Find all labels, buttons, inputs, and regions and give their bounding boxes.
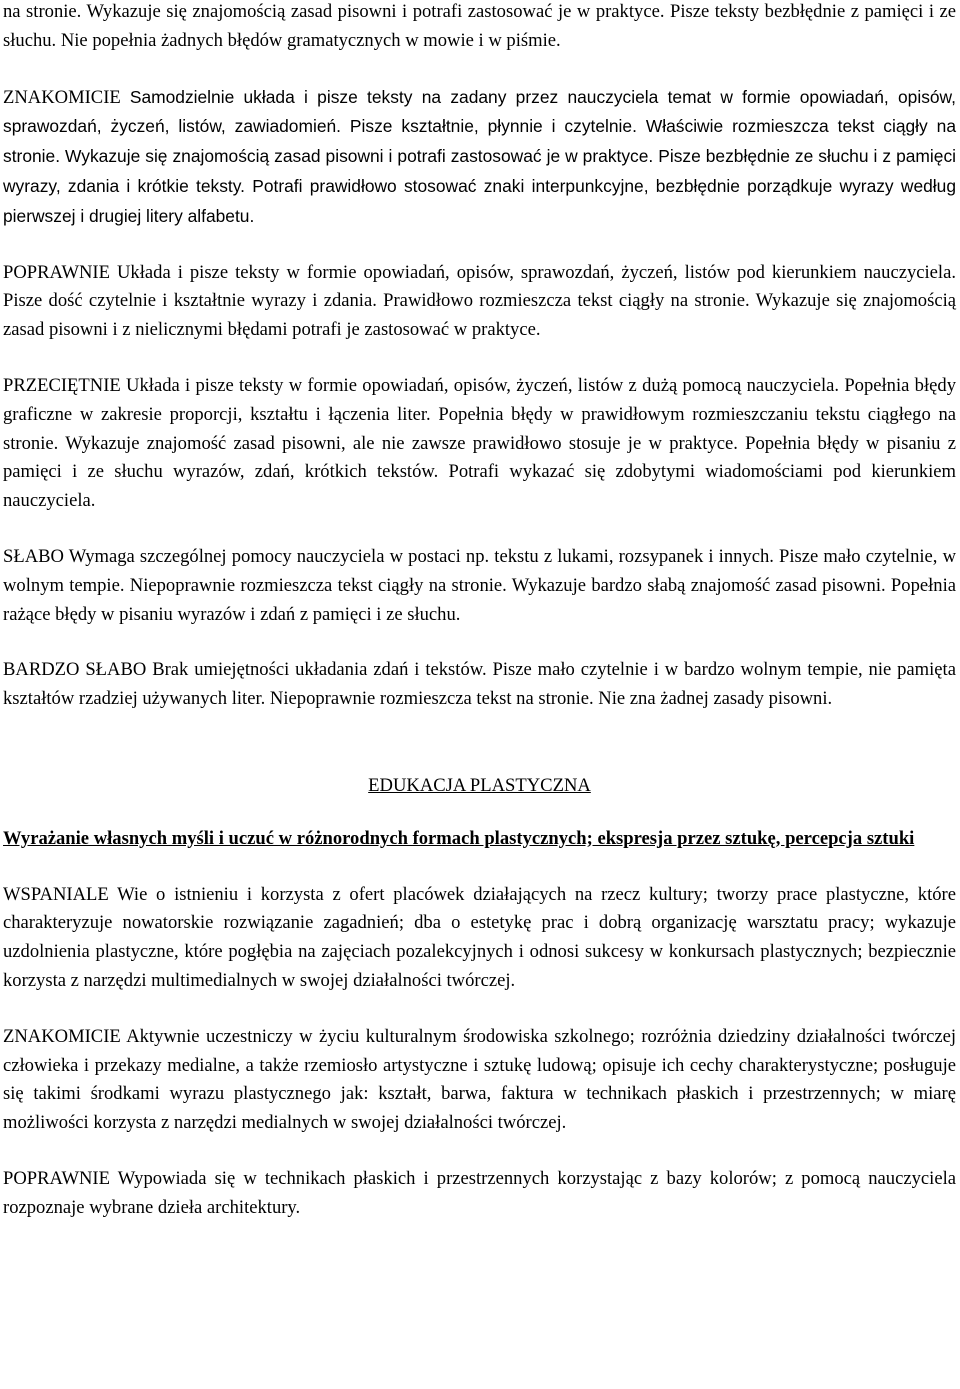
grade-description: Aktywnie uczestniczy w życiu kulturalnym środowiska szkolnego; rozróżnia dziedziny działalności twórczej człowieka i przekazy medialne, a także rzemiosło artystyczne i sztukę ludową; opisuje ich cechy charakterystyczne; posługuje się takimi środkami wyrazu plastycznego jak: kształt, barwa, faktura w technikach płaskich i przestrzennych; w miarę możliwości korzysta z narzędzi medialnych w swojej działalności twórczej. — [3, 1025, 956, 1134]
grade-label: BARDZO SŁABO — [3, 659, 147, 681]
grade-label: SŁABO — [3, 545, 64, 567]
grade-label: ZNAKOMICIE — [3, 1025, 121, 1047]
grade-paragraph-art-znakomicie — [3, 1023, 956, 1138]
grade-paragraph-polish-przecietnie — [3, 372, 956, 516]
grade-label: POPRAWNIE — [3, 261, 110, 283]
grade-description: Wypowiada się w technikach płaskich i przestrzennych korzystając z bazy kolorów; z pomocą nauczyciela rozpoznaje wybrane dzieła architektury. — [3, 1167, 956, 1218]
intro-paragraph: na stronie. Wykazuje się znajomością zasad pisowni i potrafi zastosować je w praktyce. Pisze teksty bezbłędnie z pamięci i ze słuchu. Nie popełnia żadnych błędów gramatycznych w mowie i w piśmie. — [3, 1, 956, 51]
grade-paragraph-art-poprawnie — [3, 1165, 956, 1223]
grade-description: Samodzielnie układa i pisze teksty na zadany przez nauczyciela temat w formie opowiadań, opisów, sprawozdań, życzeń, listów, zawiadomień. Pisze kształtnie, płynnie i czytelnie. Właściwie rozmieszcza tekst ciągły na stronie. Wykazuje się znajomością zasad pisowni i potrafi zastosować je w praktyce. Pisze bezbłędnie ze słuchu i z pamięci wyrazy, zdania i krótkie teksty. Potrafi prawidłowo stosować znaki interpunkcyjne, bezbłędnie porządkuje wyrazy według pierwszej i drugiej litery alfabetu. — [3, 86, 956, 226]
grade-label: ZNAKOMICIE — [3, 86, 121, 108]
grade-description: Układa i pisze teksty w formie opowiadań, opisów, sprawozdań, życzeń, listów pod kierunkiem nauczyciela. Pisze dość czytelnie i kształtnie wyrazy i zdania. Prawidłowo rozmieszcza tekst ciągły na stronie. Wykazuje się znajomością zasad pisowni i z nielicznymi błędami potrafi je zastosować w praktyce. — [3, 261, 956, 341]
subsection-title: Wyrażanie własnych myśli i uczuć w różnorodnych formach plastycznych; ekspresja przez sztukę, percepcja sztuki — [3, 827, 915, 849]
grade-description: Układa i pisze teksty w formie opowiadań, opisów, życzeń, listów z dużą pomocą nauczyciela. Popełnia błędy graficzne w zakresie proporcji, kształtu i łączenia liter. Popełnia błędy w prawidłowym rozmieszczaniu tekstu ciągłego na stronie. Wykazuje znajomość zasad pisowni, ale nie zawsze prawidłowo stosuje je w praktyce. Popełnia błędy w pisaniu z pamięci i ze słuchu wyrazów, zdań, krótkich tekstów. Potrafi wykazać się zdobytymi wiadomościami pod kierunkiem nauczyciela. — [3, 374, 956, 512]
grade-label: PRZECIĘTNIE — [3, 374, 121, 396]
grade-description: Wie o istnieniu i korzysta z ofert placówek działających na rzecz kultury; tworzy prace plastyczne, które charakteryzuje nowatorskie rozwiązanie zagadnień; dba o estetykę prac i dobrą organizację warsztatu pracy; wykazuje uzdolnienia plastyczne, które pogłębia na zajęciach pozalekcyjnych i odnosi sukcesy w konkursach plastycznych; bezpiecznie korzysta z narzędzi multimedialnych w swojej działalności twórczej. — [3, 883, 957, 991]
grade-paragraph-polish-slabo — [3, 543, 956, 629]
grade-description: Brak umiejętności układania zdań i tekstów. Pisze mało czytelnie i w bardzo wolnym tempie, nie pamięta kształtów rzadziej używanych liter. Niepoprawnie rozmieszcza tekst na stronie. Nie zna żadnej zasady pisowni. — [3, 659, 956, 710]
grade-description: Wymaga szczególnej pomocy nauczyciela w postaci np. tekstu z lukami, rozsypanek i innych. Pisze mało czytelnie, w wolnym tempie. Niepoprawnie rozmieszcza tekst ciągły na stronie. Wykazuje bardzo słabą znajomość zasad pisowni. Popełnia rażące błędy w pisaniu wyrazów i zdań z pamięci i ze słuchu. — [3, 545, 957, 625]
grade-paragraph-polish-bardzo-slabo — [3, 656, 956, 714]
section-title: EDUKACJA PLASTYCZNA — [368, 774, 591, 796]
grade-paragraph-polish-znakomicie — [3, 83, 956, 232]
grade-paragraph-art-wspaniale — [3, 881, 956, 996]
grade-label: POPRAWNIE — [3, 1167, 110, 1189]
grade-label: WSPANIALE — [3, 883, 109, 905]
grade-paragraph-polish-poprawnie — [3, 259, 956, 345]
